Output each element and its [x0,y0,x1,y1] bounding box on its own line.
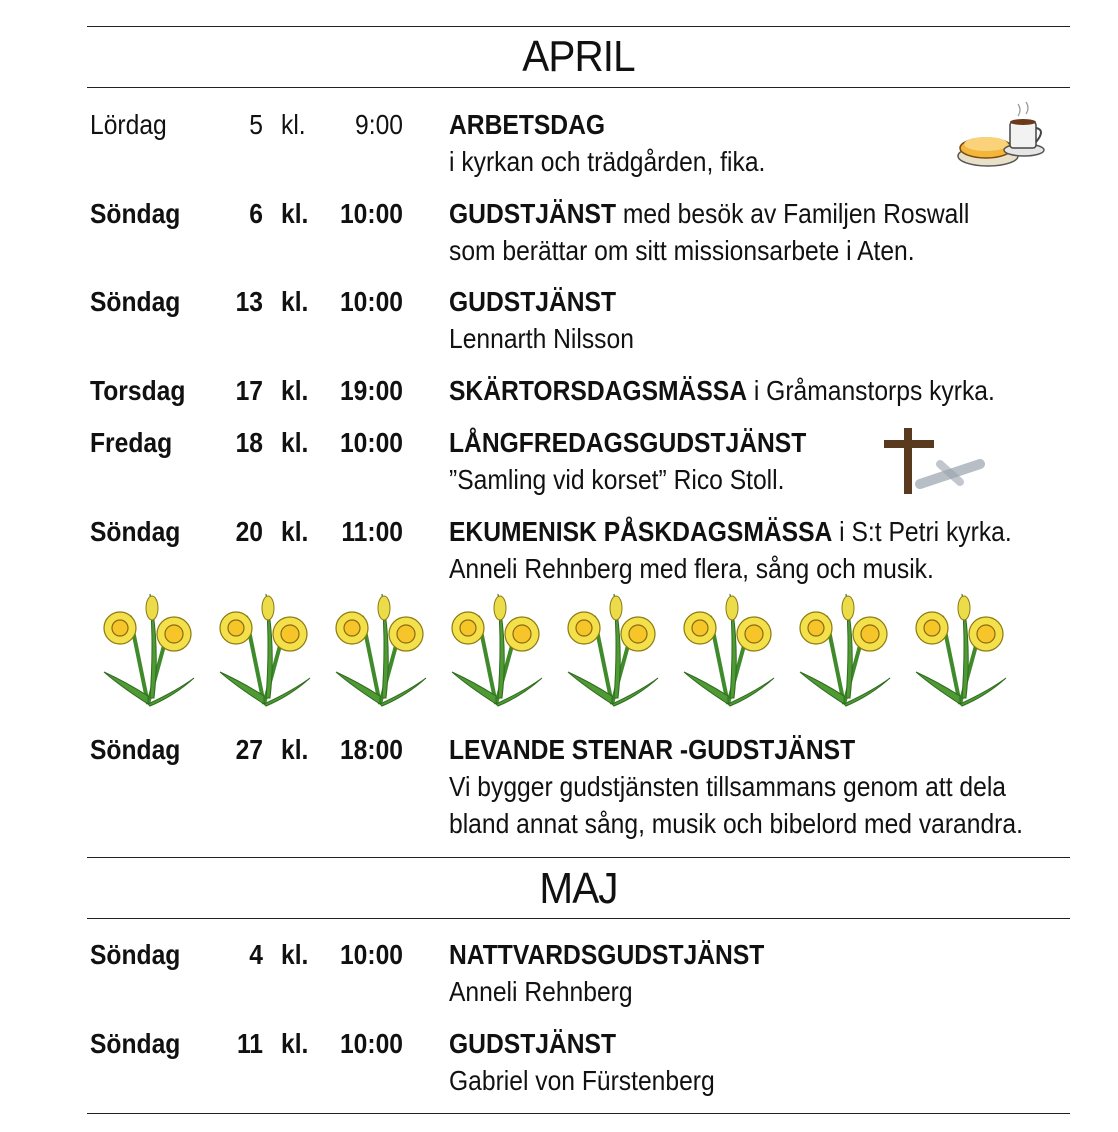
april-divider [87,87,1070,88]
event-details-2: bland annat sång, musik och bibelord med varandra. [449,808,1023,839]
event-time: 10:00 [339,939,403,970]
event-date: 17 [235,375,263,406]
event-kl: kl. [281,1028,309,1059]
event-time: 19:00 [339,375,403,406]
event-time: 18:00 [339,734,403,765]
daffodil-icon [90,586,206,714]
event-title: NATTVARDSGUDSTJÄNST [449,939,765,970]
event-kl: kl. [281,109,306,140]
event-day: Fredag [90,427,173,458]
event-description [449,731,1023,842]
daffodil-icon [786,586,902,714]
event-date: 20 [235,516,263,547]
daffodil-icon [206,586,322,714]
event-title: ARBETSDAG [449,109,606,140]
maj-divider [87,918,1070,919]
month-heading-maj: MAJ [539,864,618,913]
event-day: Söndag [90,1028,181,1059]
event-description [449,372,1012,409]
event-date: 18 [235,427,263,458]
event-kl: kl. [281,375,309,406]
event-day: Lördag [90,109,167,140]
bottom-divider [87,1113,1070,1114]
event-day: Torsdag [90,375,186,406]
daffodil-icon [438,586,554,714]
event-day: Söndag [90,286,181,317]
event-details: Anneli Rehnberg med flera, sång och musik. [449,553,934,584]
event-title: SKÄRTORSDAGSMÄSSA [449,375,747,406]
daffodil-icon [322,586,438,714]
event-title: LEVANDE STENAR -GUDSTJÄNST [449,734,856,765]
event-date: 27 [235,734,263,765]
event-kl: kl. [281,427,309,458]
top-divider [87,26,1070,27]
event-time: 10:00 [339,1028,403,1059]
event-title: LÅNGFREDAGSGUDSTJÄNST [449,427,807,458]
event-details: Anneli Rehnberg [449,976,633,1007]
event-details: Lennarth Nilsson [449,323,634,354]
event-description [449,1025,1012,1099]
event-kl: kl. [281,939,309,970]
event-details: Vi bygger gudstjänsten tillsammans genom att dela [449,771,1006,802]
event-title-rest: i Gråmanstorps kyrka. [746,375,995,406]
event-date: 4 [249,939,263,970]
event-details: i kyrkan och trädgården, fika. [449,146,766,177]
event-time: 10:00 [339,427,403,458]
event-time: 11:00 [341,516,403,547]
daffodil-icon [554,586,670,714]
event-description [449,283,1012,357]
event-day: Söndag [90,516,181,547]
event-time: 10:00 [339,198,403,229]
daffodil-icon [902,586,1018,714]
event-day: Söndag [90,734,181,765]
event-kl: kl. [281,734,309,765]
cross-icon [880,428,990,498]
event-time: 9:00 [355,109,403,140]
event-title-rest: med besök av Familjen Roswall [616,198,970,229]
event-description [449,936,1012,1010]
event-date: 6 [249,198,263,229]
daffodil-row [90,586,1020,714]
maj-top-divider [87,857,1070,858]
event-description [449,513,1012,587]
event-description [449,195,1012,269]
event-date: 11 [236,1028,263,1059]
event-details: ”Samling vid korset” Rico Stoll. [449,464,785,495]
event-title: GUDSTJÄNST [449,1028,617,1059]
event-details: Gabriel von Fürstenberg [449,1065,715,1096]
event-title: GUDSTJÄNST [449,198,617,229]
event-title-rest: i S:t Petri kyrka. [832,516,1012,547]
month-heading-april: APRIL [522,32,635,81]
event-day: Söndag [90,198,181,229]
event-kl: kl. [281,286,309,317]
event-time: 10:00 [339,286,403,317]
event-details: som berättar om sitt missionsarbete i Aten. [449,235,915,266]
event-kl: kl. [281,516,309,547]
event-day: Söndag [90,939,181,970]
event-date: 13 [235,286,263,317]
daffodil-icon [670,586,786,714]
event-description [449,106,1012,180]
event-title: EKUMENISK PÅSKDAGSMÄSSA [449,516,833,547]
coffee-cup-icon [950,98,1050,170]
event-date: 5 [249,109,263,140]
event-kl: kl. [281,198,309,229]
event-title: GUDSTJÄNST [449,286,617,317]
